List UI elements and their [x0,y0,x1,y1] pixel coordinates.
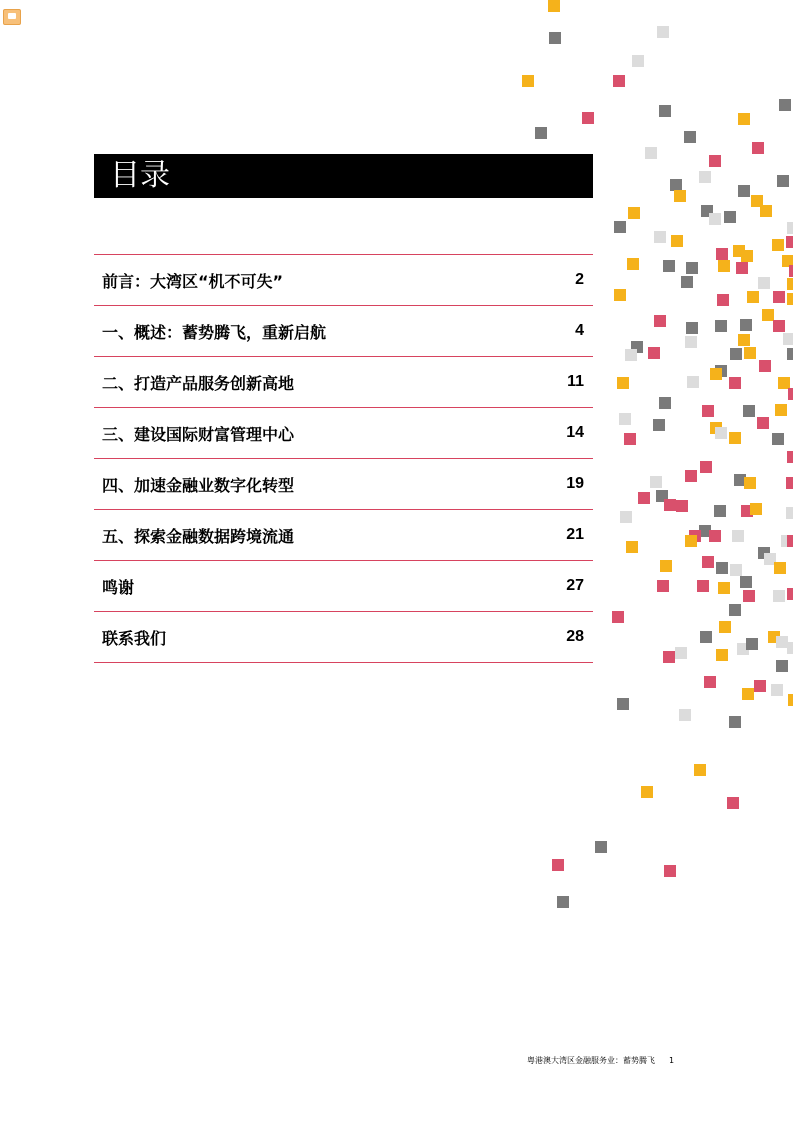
decorative-square [628,207,640,219]
decorative-square [776,636,788,648]
decorative-square [664,865,676,877]
decorative-square [717,294,729,306]
decorative-square [659,105,671,117]
decorative-square [729,377,741,389]
decorative-square [664,499,676,511]
toc-item-page: 2 [575,271,584,288]
decorative-square [757,417,769,429]
decorative-square [694,764,706,776]
decorative-square [674,190,686,202]
decorative-square [716,248,728,260]
decorative-square [729,716,741,728]
decorative-square [684,131,696,143]
decorative-square [709,155,721,167]
decorative-square [787,348,793,360]
decorative-square [617,698,629,710]
decorative-square [786,477,793,489]
decorative-square [702,556,714,568]
decorative-square [670,179,682,191]
decorative-square [675,647,687,659]
toc-item-label: 联系我们 [102,628,167,648]
decorative-square [654,315,666,327]
decorative-square [557,896,569,908]
decorative-square [750,503,762,515]
decorative-square [614,221,626,233]
decorative-square [582,112,594,124]
decorative-square [704,676,716,688]
decorative-square [729,432,741,444]
decorative-square [727,797,739,809]
decorative-square [687,376,699,388]
footer-page-number: 1 [669,1056,675,1065]
decorative-square [754,680,766,692]
decorative-square [787,293,793,305]
decorative-square [686,262,698,274]
decorative-square [740,576,752,588]
decorative-square [724,211,736,223]
decorative-square [663,651,675,663]
decorative-square [738,185,750,197]
decorative-square [620,511,632,523]
decorative-square [522,75,534,87]
decorative-square [679,709,691,721]
decorative-square [772,433,784,445]
decorative-square [681,276,693,288]
decorative-square [732,530,744,542]
decorative-square [535,127,547,139]
decorative-square [650,476,662,488]
decorative-square [787,642,793,654]
toc-item-label: 二、打造产品服务创新高地 [102,373,295,393]
decorative-square [627,258,639,270]
toc-item-page: 14 [566,424,584,441]
decorative-square [638,492,650,504]
decorative-square [715,427,727,439]
decorative-square [778,377,790,389]
decorative-square [709,530,721,542]
decorative-square [613,75,625,87]
decorative-square [740,319,752,331]
decorative-square [657,580,669,592]
decorative-square [744,347,756,359]
decorative-square [760,205,772,217]
decorative-square [743,405,755,417]
decorative-square [776,660,788,672]
decorative-square [632,55,644,67]
decorative-square [685,336,697,348]
decorative-square [718,260,730,272]
footer-title: 粤港澳大湾区金融服务业：蓄势腾飞 [527,1056,655,1065]
toc-item-label: 五、探索金融数据跨境流通 [102,526,295,546]
decorative-square [773,291,785,303]
decorative-square [671,235,683,247]
toc-item-label: 三、建设国际财富管理中心 [102,424,295,444]
decorative-square [612,611,624,623]
decorative-square [762,309,774,321]
decorative-square [548,0,560,12]
toc-item-page: 21 [566,526,584,543]
decorative-square [718,582,730,594]
decorative-square [771,684,783,696]
decorative-square [648,347,660,359]
decorative-square [700,461,712,473]
decorative-square [549,32,561,44]
decorative-square [775,404,787,416]
decorative-square [685,535,697,547]
decorative-square [752,142,764,154]
decorative-square [730,564,742,576]
decorative-square [714,505,726,517]
decorative-square [660,560,672,572]
decorative-square [743,590,755,602]
decorative-square [786,236,793,248]
decorative-square [700,631,712,643]
decorative-square [624,433,636,445]
decorative-square [641,786,653,798]
decorative-square [773,590,785,602]
decorative-square [758,277,770,289]
decorative-square [730,348,742,360]
decorative-square [738,334,750,346]
toc-item-page: 27 [566,577,584,594]
decorative-square [746,638,758,650]
decorative-square [774,562,786,574]
decorative-square [710,368,722,380]
decorative-square [625,349,637,361]
decorative-square [626,541,638,553]
decorative-square [729,604,741,616]
toc-item-label: 四、加速金融业数字化转型 [102,475,295,495]
decorative-square [617,377,629,389]
page-footer [527,1055,674,1066]
toc-item-page: 19 [566,475,584,492]
decorative-square [676,500,688,512]
toc-item-page: 4 [575,322,584,339]
decorative-square [736,262,748,274]
decorative-square [702,405,714,417]
decorative-square [715,320,727,332]
decorative-square [789,265,793,277]
decorative-square [614,289,626,301]
decorative-square [741,250,753,262]
decorative-square [663,260,675,272]
decorative-square [747,291,759,303]
decorative-square [787,451,793,463]
toc-item-page: 28 [566,628,584,645]
decorative-square [788,694,793,706]
decorative-square [697,580,709,592]
decorative-square [645,147,657,159]
toc-item-label: 前言：大湾区“机不可失” [102,271,284,291]
toc-item-page: 11 [567,373,584,390]
decorative-square [653,419,665,431]
decorative-square [709,213,721,225]
decorative-square [659,397,671,409]
decorative-square [716,562,728,574]
toc-title: 目录 [110,158,170,193]
decorative-square [699,171,711,183]
decorative-square [716,649,728,661]
decorative-square [595,841,607,853]
decorative-square [787,535,793,547]
decorative-square [657,26,669,38]
decorative-square [787,222,793,234]
decorative-square [773,320,785,332]
decorative-square [772,239,784,251]
decorative-square [786,507,793,519]
decorative-square [552,859,564,871]
decorative-square [779,99,791,111]
decorative-square [742,688,754,700]
decorative-square [759,360,771,372]
decorative-square [787,278,793,290]
decorative-square [685,470,697,482]
decorative-square [744,477,756,489]
decorative-square [686,322,698,334]
decorative-square [783,333,793,345]
toc-item-label: 一、概述：蓄势腾飞，重新启航 [102,322,327,342]
decorative-square [719,621,731,633]
decorative-square [788,388,793,400]
decorative-square [738,113,750,125]
decorative-square [787,588,793,600]
decorative-square [777,175,789,187]
decorative-square [619,413,631,425]
decorative-square [654,231,666,243]
toc-item-label: 鸣谢 [102,577,135,597]
